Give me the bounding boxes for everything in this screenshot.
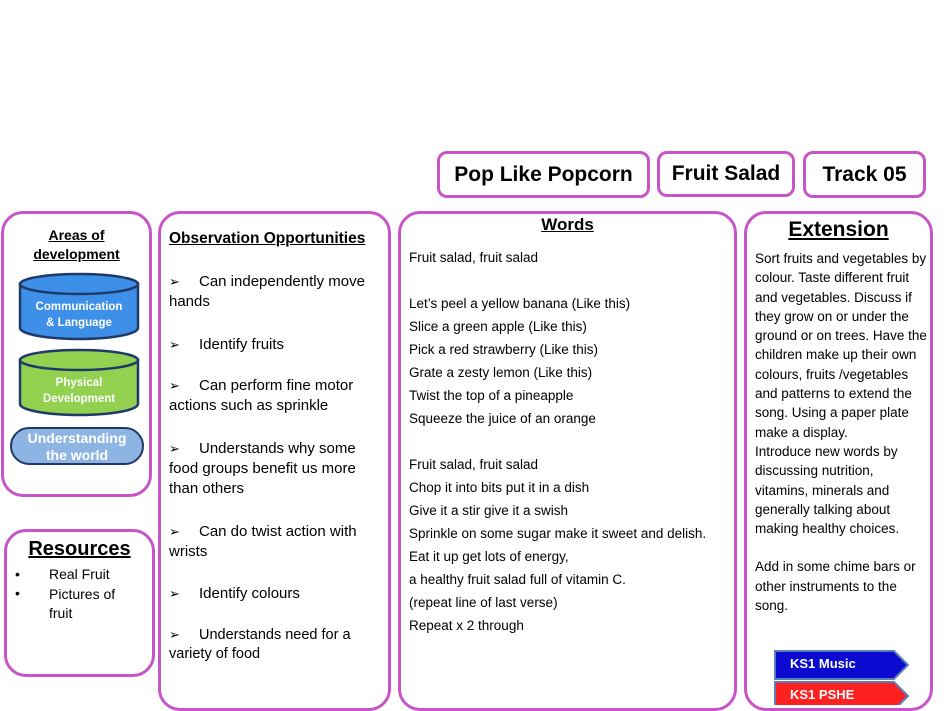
area-communication-language xyxy=(18,272,140,342)
lyric-line: Fruit salad, fruit salad xyxy=(409,457,539,472)
arrow-bullet-icon: ➢ xyxy=(169,627,180,642)
subject-title: Fruit Salad xyxy=(671,162,781,185)
extension-paragraph: Add in some chime bars or other instruments to the song. xyxy=(755,559,916,614)
song-title-box xyxy=(437,151,650,198)
lyric-line: Sprinkle on some sugar make it sweet and delish. xyxy=(409,526,707,541)
lyric-line: Grate a zesty lemon (Like this) xyxy=(409,365,593,380)
observation-item: ➢ Can independently move hands xyxy=(169,273,365,310)
extension-panel xyxy=(744,211,933,711)
lyric-line: Squeeze the juice of an orange xyxy=(409,411,596,426)
observation-item: ➢ Understands why some food groups benefit us more than others xyxy=(169,440,356,497)
tag-ks1-music xyxy=(774,650,910,680)
area-label: Communication & Language xyxy=(35,301,123,329)
tag-label: KS1 Music xyxy=(790,656,856,671)
area-label: Physical Development xyxy=(42,377,116,405)
track-title-box xyxy=(803,151,926,198)
tag-label: KS1 PSHE xyxy=(790,687,855,702)
observation-item: ➢ Can perform fine motor actions such as sprinkle xyxy=(169,377,354,414)
area-understanding-the-world: Understanding the world xyxy=(10,427,144,465)
arrow-bullet-icon: ➢ xyxy=(169,524,180,539)
observation-item: ➢ Can do twist action with wrists xyxy=(169,523,357,560)
words-panel xyxy=(398,211,737,711)
lyric-line: a healthy fruit salad full of vitamin C. xyxy=(409,572,626,587)
arrow-bullet-icon: ➢ xyxy=(169,586,180,601)
lyric-line: (repeat line of last verse) xyxy=(409,595,558,610)
track-title: Track 05 xyxy=(822,162,907,186)
lyric-line: Twist the top of a pineapple xyxy=(409,388,574,403)
observation-panel xyxy=(158,211,391,711)
lyric-line: Let’s peel a yellow banana (Like this) xyxy=(409,296,631,311)
lyric-line: Repeat x 2 through xyxy=(409,618,524,633)
words-heading: Words xyxy=(541,215,594,234)
extension-paragraph: Introduce new words by discussing nutrition, vitamins, minerals and generally talking about making healthy choices. xyxy=(755,443,900,537)
lyric-line: Eat it up get lots of energy, xyxy=(409,549,569,564)
lyric-line: Pick a red strawberry (Like this) xyxy=(409,342,599,357)
observation-heading: Observation Opportunities xyxy=(169,230,366,247)
areas-heading: Areas of development xyxy=(33,227,120,262)
subject-title-box xyxy=(657,151,795,197)
tag-ks1-pshe xyxy=(774,681,910,705)
song-title: Pop Like Popcorn xyxy=(454,162,633,186)
resources-panel: Resources • Real Fruit • Pictures of fruit xyxy=(4,529,155,677)
arrow-bullet-icon: ➢ xyxy=(169,274,180,289)
arrow-bullet-icon: ➢ xyxy=(169,441,180,456)
observation-item: ➢ Understands need for a variety of food xyxy=(169,627,351,662)
areas-of-development-panel xyxy=(1,211,152,497)
arrow-bullet-icon: ➢ xyxy=(169,378,180,393)
extension-paragraph: Sort fruits and vegetables by colour. Taste different fruit and vegetables. Discuss if they grow on or under the ground or on trees. Have the children make up their own colours, fruits /vegetables and patterns to extend the song. Using a paper plate make a display. xyxy=(755,251,927,440)
lyric-line: Fruit salad, fruit salad xyxy=(409,250,539,265)
area-physical-development xyxy=(18,348,140,418)
resources-heading: Resources xyxy=(28,538,131,560)
extension-text xyxy=(755,249,927,615)
observation-item: ➢ Identify fruits xyxy=(169,336,285,353)
lyric-line: Give it a stir give it a swish xyxy=(409,503,569,518)
arrow-bullet-icon: ➢ xyxy=(169,337,180,352)
extension-heading: Extension xyxy=(788,218,889,241)
lyric-line: Chop it into bits put it in a dish xyxy=(409,480,590,495)
lyric-line: Slice a green apple (Like this) xyxy=(409,319,587,334)
observation-item: ➢ Identify colours xyxy=(169,585,300,602)
